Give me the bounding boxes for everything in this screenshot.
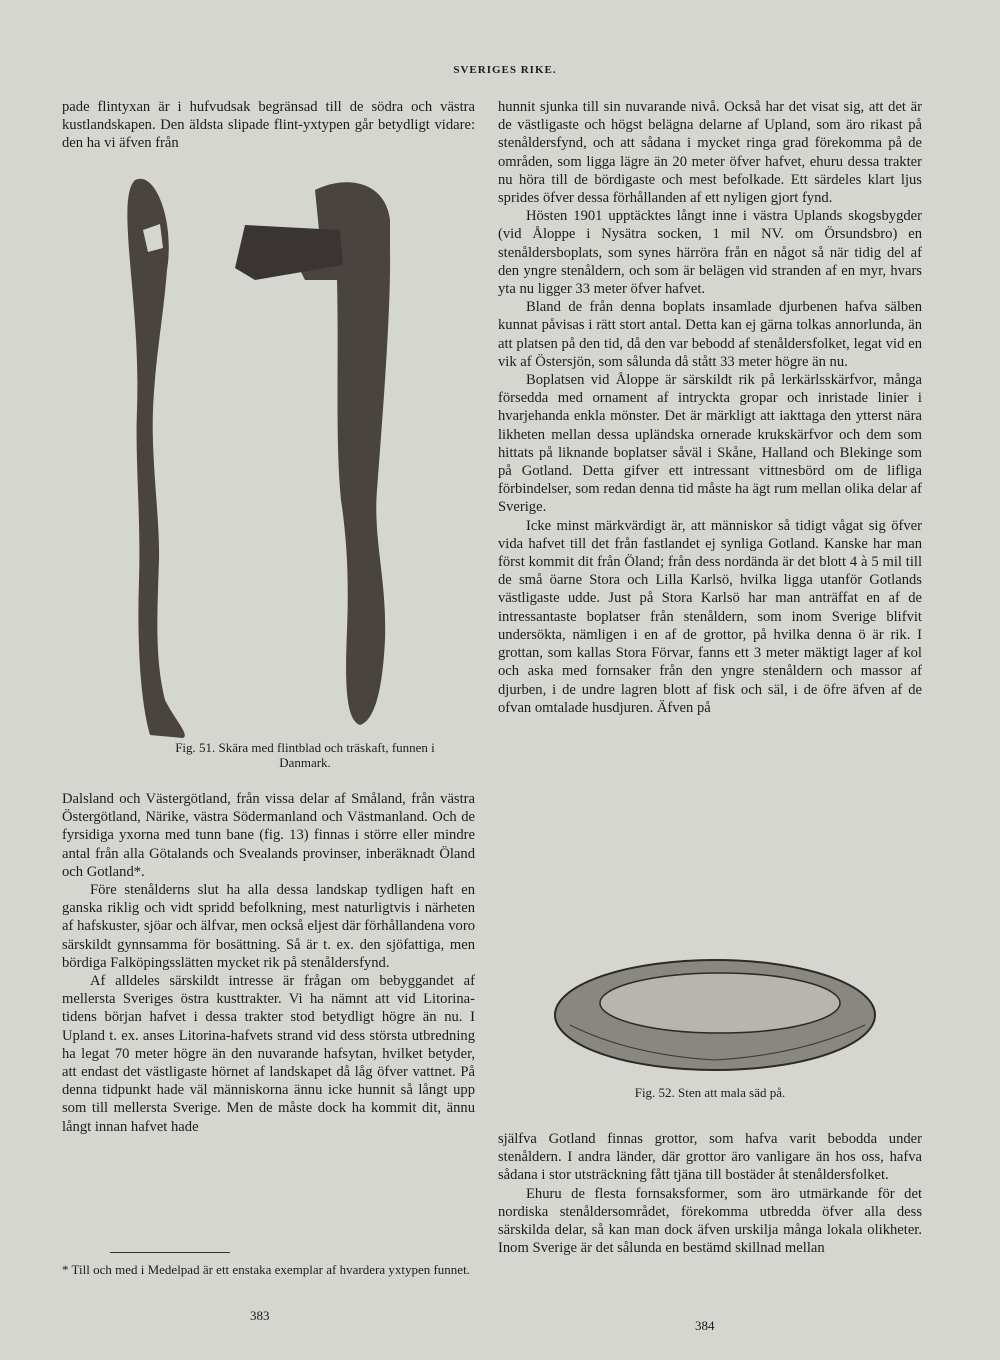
left-opening-paragraph: pade flintyxan är i hufvudsak begränsad till de södra och västra kustlandskapen. Den äldsta slipade flint-yxtypen går betydligt vidare: den ha vi äfven från xyxy=(62,99,475,152)
left-paragraph-3: Af alldeles särskildt intresse är frågan om bebyggandet af mellersta Sveriges östra kusttrakter. Vi ha nämnt att vid Litorina-tidens början hafvet i dessa trakter stod betydligt högre än nu. I Upland t. ex. anses Litorina-hafvets strand vid dess största utbredning ha legat 70 meter högre än den nuvarande hafsytan, hvilket betyder, att endast det västligaste hörnet af landskapet då låg öfver vattnet. På denna tidpunkt hade väl människorna ännu icke hunnit så långt upp som till mellersta Sverige. Men de måste dock ha kommit dit, ännu långt innan hafvet hade xyxy=(62,973,475,1135)
figure-51-caption: Fig. 51. Skära med flintblad och träskaft, funnen i Danmark. xyxy=(175,740,435,770)
right-paragraph-6: själfva Gotland finnas grottor, som hafva varit bebodda under stenåldern. I andra länder, där grottor äro vanligare än hos oss, hafva sådana i stor utsträckning fått tjäna till bostäder åt stenåldersfolket. xyxy=(498,1131,922,1184)
right-paragraph-3: Bland de från denna boplats insamlade djurbenen hafva sälben kunnat påvisas i rätt stort antal. Detta kan ej gärna tolkas annorlunda, än att platsen på den tid, då den var bebodd af stenåldersfolket, legat vid en vik af Östersjön, som sålunda då stått 33 meter högre än nu. xyxy=(498,299,922,370)
left-paragraph-2: Före stenålderns slut ha alla dessa landskap tydligen haft en ganska riklig och vidt spridd befolkning, mest naturligtvis i närheten af hafskuster, sjöar och älfvar, men också eljest där förhållandena voro särskildt gynnsamma för bosättning. Så är t. ex. den sjöfattiga, men bördiga Falköpingsslätten mycket rik på stenåldersfynd. xyxy=(62,882,475,971)
figure-52-grinding-stone-illustration xyxy=(550,955,880,1075)
page-number-left: 383 xyxy=(250,1308,270,1323)
right-body-text xyxy=(498,1130,922,1257)
page-number-right: 384 xyxy=(695,1318,715,1333)
running-header: SVERIGES RIKE. xyxy=(453,64,557,76)
footnote: * Till och med i Medelpad är ett enstaka exemplar af hvardera yxtypen funnet. xyxy=(62,1262,470,1277)
stone-hollow xyxy=(600,973,840,1033)
right-paragraph-2: Hösten 1901 upptäcktes långt inne i västra Uplands skogsbygder (vid Åloppe i Nysätra socken, 1 mil NV. om Örsundsbro) en stenåldersboplats, som synes härröra från en något så när tidig del af den yngre stenåldern, och som är belägen vid stranden af en myr, hvars yta nu ligger 33 meter öfver hafvet. xyxy=(498,208,922,298)
footnote-rule xyxy=(110,1252,230,1253)
right-paragraph-5: Icke minst märkvärdigt är, att människor så tidigt vågat sig öfver vida hafvet till det från fastlandet ej synliga Gotland. Kanske har man först kommit dit från Öland; från dess nordända är det blott 4 à 5 mil till de små öarne Stora och Lilla Karlsö, hvilka ligga utanför Gotlands västligaste udde. Just på Stora Karlsö har man anträffat en af de intressantaste boplatser från stenåldern, som inom Sverige blifvit undersökta, nämligen i en af de grottor, på hvilka denna ö är rik. I grottan, som kallas Stora Förvar, fanns ett 3 meter mäktigt lager af kol och aska med fornsaker från den yngre stenåldern och massor af djurben, i de undre lagren blott af fisk och säl, i de öfre äfven af de ofvan omtalade husdjuren. Äfven på xyxy=(498,517,922,716)
figure-51-sickle-illustration xyxy=(115,160,445,740)
left-top-text xyxy=(62,98,475,153)
right-paragraph-7: Ehuru de flesta fornsaksformer, som äro utmärkande för det nordiska stenåldersområdet, förekomma utbredda öfver alla dess särskilda delar, så kan man dock äfven urskilja många lokala olikheter. Inom Sverige är det sålunda en bestämd skillnad mellan xyxy=(498,1185,922,1257)
right-top-text xyxy=(498,98,922,717)
figure-52-caption: Fig. 52. Sten att mala säd på. xyxy=(634,1085,786,1100)
right-paragraph-1: hunnit sjunka till sin nuvarande nivå. Också har det visat sig, att det är de västligaste och högst belägna delarne af Upland, som äro rikast på stenåldersfynd, och att sådana i mycket ringa grad förekomma på de områden, som ligga lägre än 20 meter öfver hafvet, ehuru dessa trakter nu höra till de bördigaste och mest befolkade. Ett särdeles klart ljus sprides öfver dessa förhållanden af ett nyligen gjort fynd. xyxy=(498,99,922,207)
sickle-left-piece xyxy=(127,179,184,738)
right-paragraph-4: Boplatsen vid Åloppe är särskildt rik på lerkärlsskärfvor, många försedda med ornament af intryckta gropar och inristade linier i hvarjehanda enkla mönster. Det är märkligt att iakttaga den ytterst nära likheten mellan dessa upländska ornerade krukskärfvor och dem som hittats på liknande boplatser såväl i Skåne, Halland och Blekinge som på Gotland. Detta gifver ett intressant vittnesbörd om de lifliga förbindelser, som redan denna tid måste ha ägt rum mellan olika delar af Sverige. xyxy=(498,372,922,516)
left-paragraph-1: Dalsland och Västergötland, från vissa delar af Småland, från västra Östergötland, Närike, västra Södermanland och Västmanland. Och de fyrsidiga yxorna med tunn bane (fig. 13) finnas i större eller mindre antal från alla Götalands och Svealands provinser, inberäknadt Öland och Gotland*. xyxy=(62,791,475,880)
left-body-text xyxy=(62,790,475,1136)
